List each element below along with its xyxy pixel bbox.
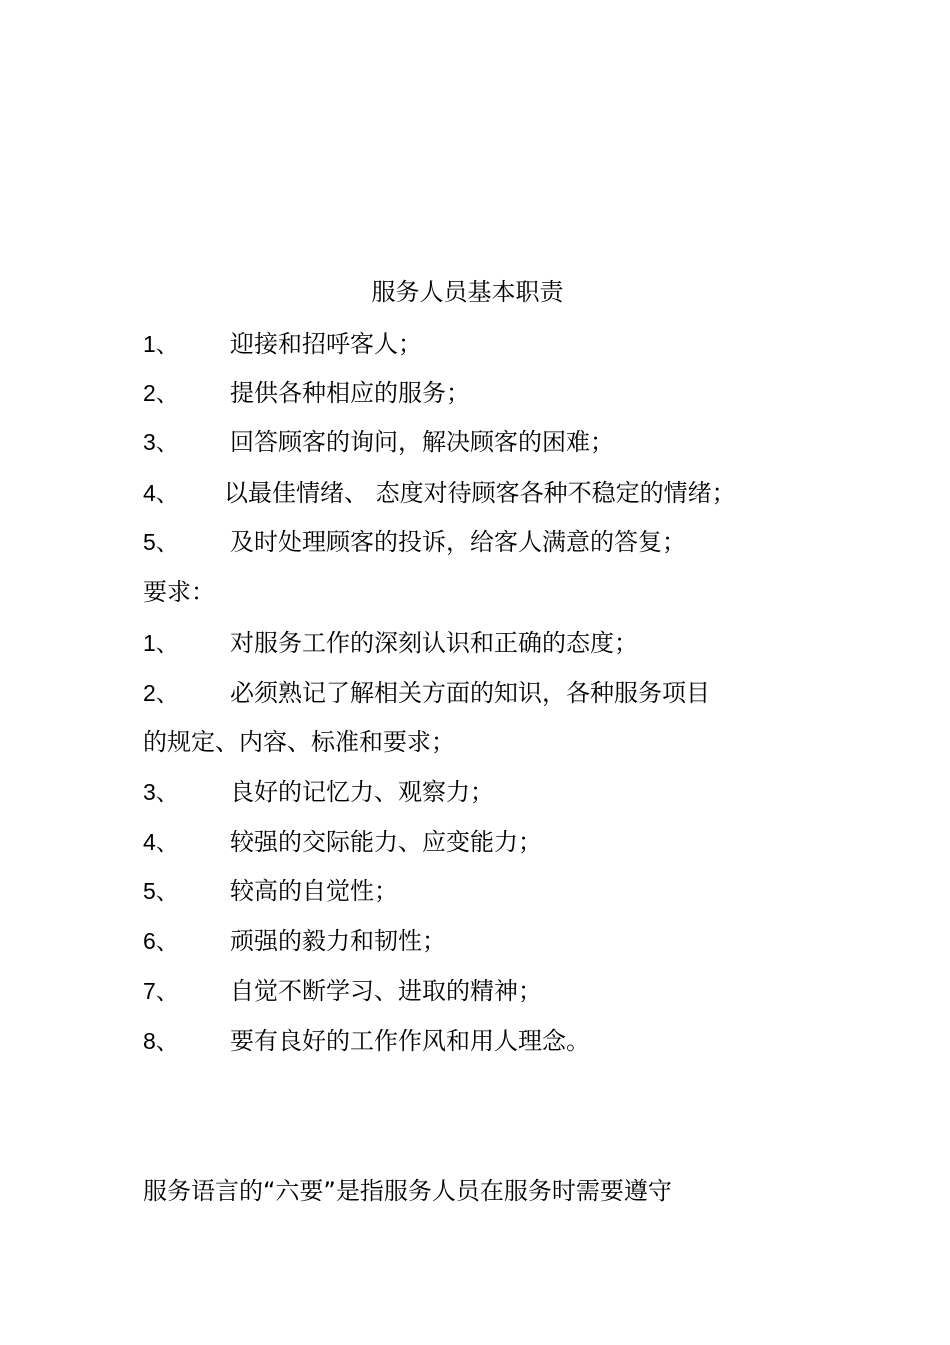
duty-text: 以最佳情绪、 态度对待顾客各种不稳定的情绪； xyxy=(224,479,736,507)
requirement-number: 4、 xyxy=(143,829,179,855)
requirement-text: 顽强的毅力和韧性； xyxy=(230,927,446,955)
requirement-number: 7、 xyxy=(143,978,179,1004)
final-paragraph-text: 服务语言的“六要”是指服务人员在服务时需要遵守 xyxy=(143,1177,672,1205)
duty-number: 5、 xyxy=(143,529,179,555)
requirement-text: 对服务工作的深刻认识和正确的态度； xyxy=(230,629,638,657)
requirement-number: 5、 xyxy=(143,878,179,904)
requirement-text: 自觉不断学习、进取的精神； xyxy=(230,977,542,1005)
duty-text: 及时处理顾客的投诉，给客人满意的答复； xyxy=(230,528,686,556)
duty-text: 提供各种相应的服务； xyxy=(230,379,470,407)
requirements-heading-text: 要求： xyxy=(143,578,215,606)
duty-number: 3、 xyxy=(143,429,179,455)
duty-number: 4、 xyxy=(143,480,179,506)
requirement-text: 要有良好的工作作风和用人理念。 xyxy=(230,1027,590,1055)
requirement-text: 较高的自觉性； xyxy=(230,877,398,905)
duty-number: 1、 xyxy=(143,331,179,357)
requirement-number: 1、 xyxy=(143,630,179,656)
requirement-number: 2、 xyxy=(143,680,179,706)
requirement-text: 必须熟记了解相关方面的知识，各种服务项目 xyxy=(230,679,710,707)
requirement-number: 6、 xyxy=(143,928,179,954)
duty-number: 2、 xyxy=(143,380,179,406)
requirement-number: 3、 xyxy=(143,779,179,805)
duty-text: 回答顾客的询问，解决顾客的困难； xyxy=(230,428,614,456)
requirement-text-continuation: 的规定、内容、标准和要求； xyxy=(143,728,455,756)
requirement-text: 较强的交际能力、应变能力； xyxy=(230,828,542,856)
duty-text: 迎接和招呼客人； xyxy=(230,330,422,358)
document-title: 服务人员基本职责 xyxy=(371,278,564,306)
requirement-text: 良好的记忆力、观察力； xyxy=(230,778,494,806)
requirement-number: 8、 xyxy=(143,1028,179,1054)
